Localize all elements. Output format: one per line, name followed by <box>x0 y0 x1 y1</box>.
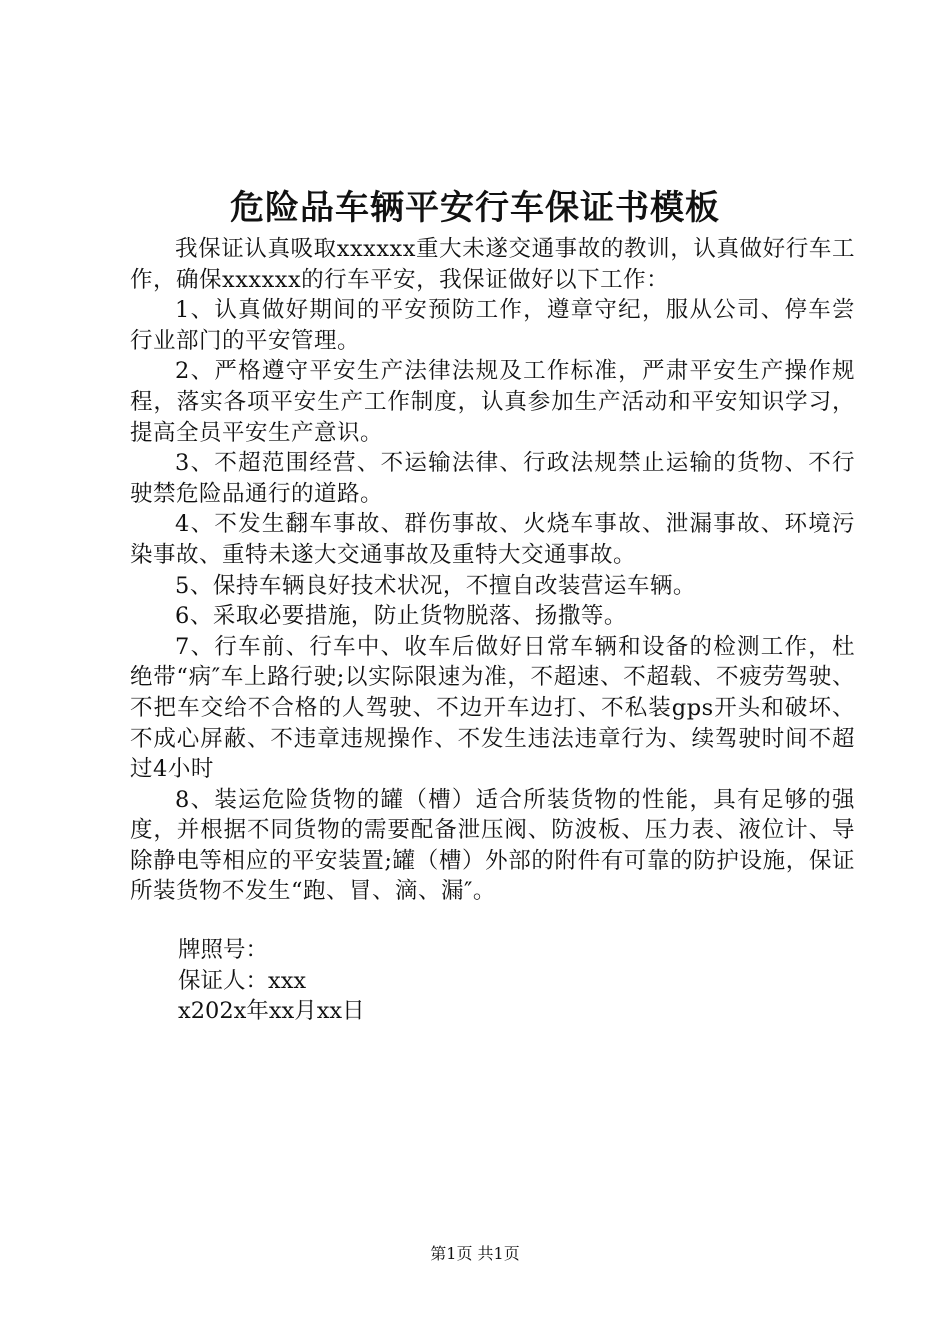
clause-6: 6、采取必要措施，防止货物脱落、扬撒等。 <box>175 603 627 630</box>
clause-8: 8、装运危险货物的罐（槽）适合所装货物的性能，具有足够的强度，并根据不同货物的需要配备泄压阀、防波板、压力表、液位计、导除静电等相应的平安装置;罐（槽）外部的附件有可靠的防护设施，保证所装货物不发生“跑、冒、滴、漏″。 <box>130 786 855 905</box>
clause-1: 1、认真做好期间的平安预防工作，遵章守纪，服从公司、停车尝行业部门的平安管理。 <box>130 297 855 354</box>
clause-7: 7、行车前、行车中、收车后做好日常车辆和设备的检测工作，杜绝带“病″车上路行驶;以实际限速为准，不超速、不超载、不疲劳驾驶、不把车交给不合格的人驾驶、不边开车边打、不私装gps开头和破坏、不成心屏蔽、不违章违规操作、不发生违法违章行为、续驾驶时间不超过4小时 <box>130 633 855 783</box>
plate-number-label: 牌照号： <box>178 937 269 963</box>
document-title: 危险品车辆平安行车保证书模板 <box>230 188 720 228</box>
document-body <box>130 234 855 907</box>
clause-2: 2、严格遵守平安生产法律法规及工作标准，严肃平安生产操作规程，落实各项平安生产工作制度，认真参加生产活动和平安知识学习，提高全员平安生产意识。 <box>130 358 855 446</box>
clause-4: 4、不发生翻车事故、群伤事故、火烧车事故、泄漏事故、环境污染事故、重特未遂大交通事故及重特大交通事故。 <box>130 511 855 568</box>
intro-paragraph: 我保证认真吸取xxxxxx重大未遂交通事故的教训，认真做好行车工作，确保xxxxxx的行车平安，我保证做好以下工作： <box>130 236 855 293</box>
page-footer: 第1页 共1页 <box>430 1244 520 1263</box>
clause-5: 5、保持车辆良好技术状况，不擅自改装营运车辆。 <box>175 572 696 599</box>
clause-3: 3、不超范围经营、不运输法律、行政法规禁止运输的货物、不行驶禁危险品通行的道路。 <box>130 450 855 507</box>
signature-block <box>178 935 365 1027</box>
guarantor-line: 保证人：xxx <box>178 967 307 994</box>
date-line: x202x年xx月xx日 <box>178 998 365 1025</box>
